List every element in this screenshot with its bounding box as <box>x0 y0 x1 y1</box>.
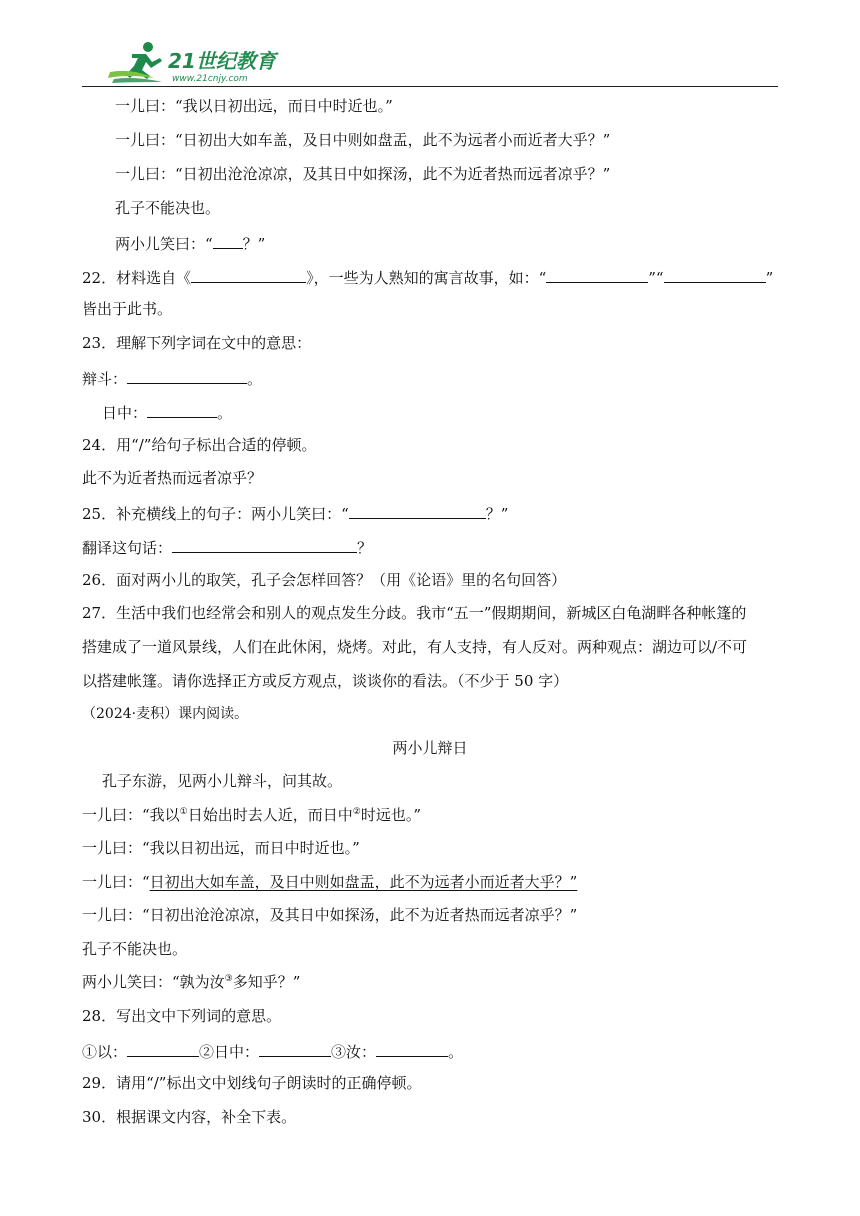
question-25 <box>82 502 508 524</box>
text-line: 一儿曰：“日初出沧沧凉凉，及其日中如探汤，此不为近者热而远者凉乎？” <box>82 906 578 924</box>
text-fragment: ①以： <box>82 1043 128 1061</box>
text-line: 一儿曰：“日初出大如车盖，及日中则如盘盂，此不为远者小而近者大乎？” <box>115 131 611 149</box>
text-line: 孔子不能决也。 <box>82 940 188 958</box>
answer-blank[interactable] <box>664 266 766 283</box>
text-fragment: 25．补充横线上的句子：两小儿笑曰：“ <box>82 505 349 523</box>
text-line: 孔子东游，见两小儿辩斗，问其故。 <box>102 772 343 790</box>
runner-icon <box>108 42 162 83</box>
text-fragment: ” <box>765 269 774 287</box>
text-line: 一儿曰：“我以日初出远，而日中时近也。” <box>115 97 393 115</box>
text-line <box>82 972 300 992</box>
answer-blank[interactable] <box>213 232 243 249</box>
question-27: 27．生活中我们也经常会和别人的观点发生分歧。我市“五一”假期期间，新城区白龟湖畔各种帐篷的 <box>82 604 747 622</box>
text-fragment: 多知乎？” <box>232 973 301 991</box>
answer-blank[interactable] <box>172 536 357 553</box>
text-line <box>102 401 232 423</box>
text-fragment: ？” <box>485 505 509 523</box>
answer-blank[interactable] <box>147 401 217 418</box>
question-29: 29．请用“/”标出文中划线句子朗读时的正确停顿。 <box>82 1074 422 1092</box>
question-23: 23．理解下列字词在文中的意思： <box>82 334 312 352</box>
text-fragment: 辩斗： <box>82 370 128 388</box>
answer-blank[interactable] <box>259 1040 331 1057</box>
text-fragment: 。 <box>247 370 263 388</box>
text-fragment: 》，一些为人熟知的寓言故事，如：“ <box>306 269 547 287</box>
logo-text: 21世纪教育 <box>168 49 276 73</box>
page-header <box>82 38 778 88</box>
text-fragment: 日中： <box>102 404 148 422</box>
passage-title: 两小儿辩日 <box>392 739 468 757</box>
logo-subtext: www.21cnjy.com <box>172 74 248 84</box>
question-22 <box>82 266 773 288</box>
text-line <box>115 232 265 254</box>
text-fragment: 一儿曰：“我以 <box>82 806 180 824</box>
question-30: 30．根据课文内容，补全下表。 <box>82 1108 297 1126</box>
text-line <box>82 805 421 825</box>
answer-blank[interactable] <box>127 367 247 384</box>
section-source: （2024·麦积）课内阅读。 <box>82 706 249 722</box>
text-line <box>82 536 372 558</box>
text-fragment: 。 <box>448 1043 464 1061</box>
answer-blank[interactable] <box>191 266 306 283</box>
text-fragment: 两小儿笑曰：“ <box>115 235 213 253</box>
text-line: 一儿曰：“我以日初出远，而日中时近也。” <box>82 839 360 857</box>
text-fragment: 翻译这句话： <box>82 539 173 557</box>
underlined-sentence: 日初出大如车盖，及日中则如盘盂，此不为远者小而近者大乎？” <box>149 873 578 891</box>
text-fragment: 时远也。” <box>360 806 422 824</box>
text-fragment: ”“ <box>648 269 664 287</box>
header-divider <box>82 86 778 87</box>
text-fragment: 22．材料选自《 <box>82 269 192 287</box>
answer-blank[interactable] <box>546 266 648 283</box>
text-line: 孔子不能决也。 <box>115 199 221 217</box>
footnote-marker: ① <box>179 807 188 817</box>
text-fragment: 两小儿笑曰：“孰为汝 <box>82 973 225 991</box>
text-line: 皆出于此书。 <box>82 300 173 318</box>
text-fragment: 。 <box>217 404 233 422</box>
text-fragment: ③汝： <box>331 1043 377 1061</box>
question-26: 26．面对两小儿的取笑，孔子会怎样回答？（用《论语》里的名句回答） <box>82 571 567 589</box>
answer-blank[interactable] <box>376 1040 448 1057</box>
text-line <box>82 367 262 389</box>
logo-21cnjy <box>102 38 292 84</box>
answer-blank[interactable] <box>349 502 486 519</box>
text-fragment: ②日中： <box>199 1043 260 1061</box>
text-line: 以搭建帐篷。请你选择正方或反方观点，谈谈你的看法。（不少于 50 字） <box>82 672 569 690</box>
question-24: 24．用“/”给句子标出合适的停顿。 <box>82 436 317 454</box>
footnote-marker: ③ <box>224 974 233 984</box>
text-line: 一儿曰：“日初出沧沧凉凉，及其日中如探汤，此不为近者热而远者凉乎？” <box>115 165 611 183</box>
text-fragment: 日始出时去人近，而日中 <box>187 806 353 824</box>
question-28: 28．写出文中下列词的意思。 <box>82 1007 282 1025</box>
footnote-marker: ② <box>352 807 361 817</box>
text-fragment: ？” <box>242 235 266 253</box>
text-line: 此不为近者热而远者凉乎？ <box>82 469 263 487</box>
answer-blank[interactable] <box>127 1040 199 1057</box>
text-line: 搭建成了一道风景线，人们在此休闲，烧烤。对此，有人支持，有人反对。两种观点：湖边可以/不可 <box>82 638 748 656</box>
text-line <box>82 872 577 892</box>
text-line <box>82 1040 463 1062</box>
text-fragment: 一儿曰：“ <box>82 873 150 891</box>
text-fragment: ？ <box>357 539 373 557</box>
